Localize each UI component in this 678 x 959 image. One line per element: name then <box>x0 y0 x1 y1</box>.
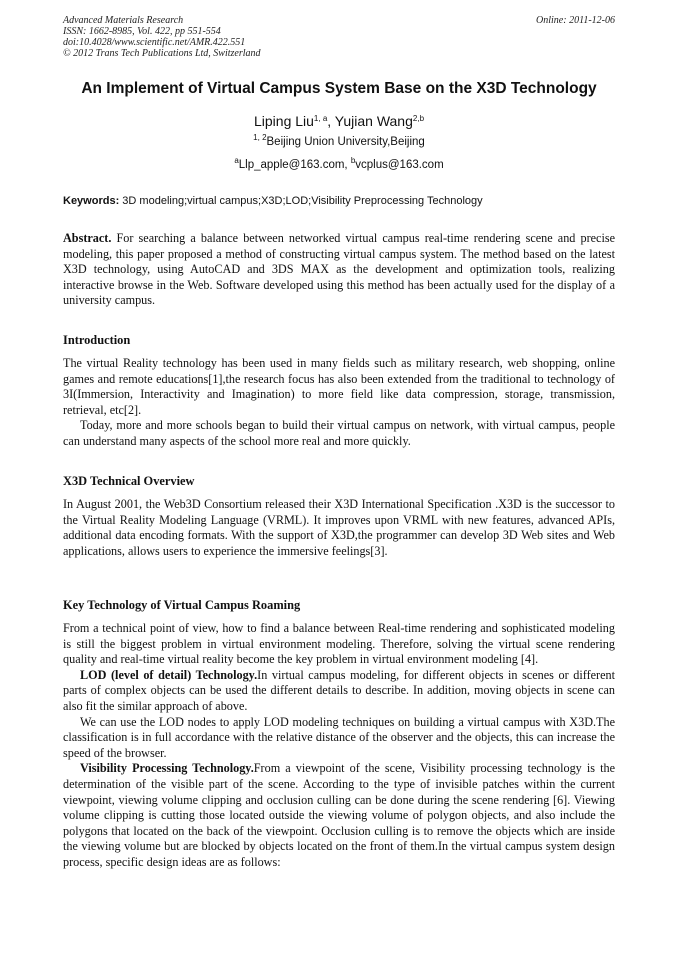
doi-line: doi:10.4028/www.scientific.net/AMR.422.551 <box>63 37 246 48</box>
paragraph: We can use the LOD nodes to apply LOD modeling techniques on building a virtual campus with X3D.The classification is in full accordance with the relative distance of the observer and the objects, this can increase the speed of the browser. <box>63 714 615 760</box>
author-name: Yujian Wang <box>334 113 413 129</box>
lod-text: In virtual campus modeling, for different objects in scenes or different parts of complex objects can be used the different details to describe. In addition, moving objects in scene can also fit the similar approach of above. <box>63 667 616 713</box>
email-superscript: a <box>234 156 239 165</box>
visibility-text: From a viewpoint of the scene, Visibility processing technology is the determination of the visible part of the scene. According to the type of invisible patches within the current viewpoint, viewing volume clipping and occlusion culling can be done during the scene rendering [6]. Viewing volume clipping is cutting those located outside the viewing volume of polygon objects, and also include the polygons that located on the back of the viewpoint. Occlusion culling is to remove the objects which are inside the viewing volume but are blocked by objects located on the front of them.In the virtual campus system design process, specific design ideas are as follows: <box>63 761 615 869</box>
paragraph <box>63 668 615 715</box>
abstract <box>63 231 615 309</box>
section-heading-key-technology: Key Technology of Virtual Campus Roaming <box>63 598 301 612</box>
paragraph: In August 2001, the Web3D Consortium released their X3D International Specification .X3D is the successor to the Virtual Reality Modeling Language (VRML). It improves upon VRML with new features, advanced APIs, additional data encoding formats. With the support of X3D,the programmer can develop 3D Web sites and Web applications, allows users to experience the immersive feelings[3]. <box>63 497 615 558</box>
affiliation <box>40 133 638 148</box>
author-list <box>40 113 638 129</box>
affiliation-text: Beijing Union University,Beijing <box>266 136 425 148</box>
author-emails <box>40 156 638 171</box>
section-x3d-overview <box>63 497 615 559</box>
abstract-text: For searching a balance between networked virtual campus real-time rendering scene and precise modeling, this paper proposed a method of constructing virtual campus system. The method based on the latest X3D technology, using AutoCAD and 3DS MAX as the development and optimization tools, realizing interactive browse in the Web. Software developed using this method has been actually used for the display of a university campus. <box>63 231 615 308</box>
paragraph <box>63 761 615 870</box>
abstract-label: Abstract. <box>63 231 112 245</box>
author-separator: , <box>327 113 335 129</box>
email-superscript: b <box>350 156 356 165</box>
section-introduction <box>63 356 615 450</box>
visibility-label: Visibility Processing Technology. <box>80 761 254 776</box>
paragraph: The virtual Reality technology has been used in many fields such as military research, web shopping, online games and remote educations[1],the research focus has also been extended from the traditional to technology of 3I(Immersion, Interactivity and Imagination) to more field like data compression, storage, transmission, retrieval, etc[2]. <box>63 356 615 417</box>
paragraph: From a technical point of view, how to find a balance between Real-time rendering and sophisticated modeling is still the biggest problem in virtual environment modeling. Therefore, solving the virtual scene rendering quality and real-time virtual reality become the key problem in virtual environment modeling [4]. <box>63 621 615 667</box>
keywords-text: 3D modeling;virtual campus;X3D;LOD;Visibility Preprocessing Technology <box>119 195 483 207</box>
affiliation-superscript: 1, 2 <box>253 133 267 142</box>
issn-line: ISSN: 1662-8985, Vol. 422, pp 551-554 <box>63 26 221 37</box>
copyright-line: © 2012 Trans Tech Publications Ltd, Switzerland <box>63 48 261 59</box>
email-link[interactable]: Llp_apple@163.com, <box>238 159 351 171</box>
keywords-label: Keywords: <box>63 195 120 207</box>
section-heading-x3d-overview: X3D Technical Overview <box>63 474 195 488</box>
journal-name: Advanced Materials Research <box>63 15 184 26</box>
journal-metadata <box>63 15 615 59</box>
lod-label: LOD (level of detail) Technology. <box>80 667 258 682</box>
section-key-technology <box>63 621 615 871</box>
section-heading-introduction: Introduction <box>63 333 131 347</box>
author-superscript: 1, a <box>313 114 328 123</box>
author-superscript: 2,b <box>412 114 425 123</box>
paragraph: Today, more and more schools began to build their virtual campus on network, with virtual campus, people can understand many aspects of the school more real and more quickly. <box>63 418 615 448</box>
email-link[interactable]: vcplus@163.com <box>355 159 444 171</box>
keywords <box>63 195 615 207</box>
paper-title: An Implement of Virtual Campus System Base on the X3D Technology <box>81 80 597 97</box>
online-date: Online: 2011-12-06 <box>536 15 615 26</box>
author-name: Liping Liu <box>253 113 314 129</box>
